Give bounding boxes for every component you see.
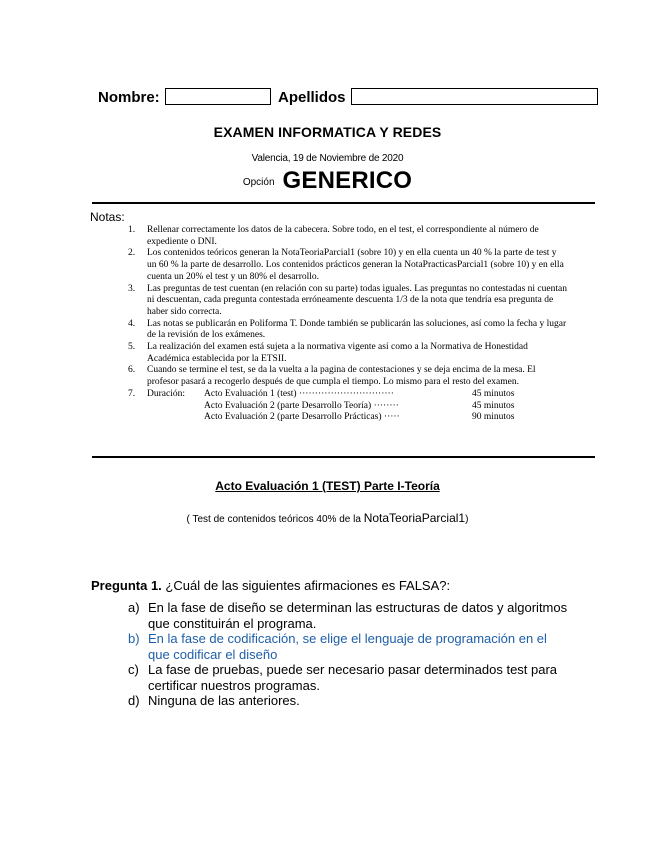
option-value: GENERICO <box>282 167 413 194</box>
answer-letter: a) <box>128 600 140 615</box>
nombre-label: Nombre: <box>98 89 160 106</box>
answer-option-d[interactable] <box>128 693 568 709</box>
duration-table <box>147 389 515 424</box>
question-1 <box>91 578 611 593</box>
answer-text: La fase de pruebas, puede ser necesario pasar determinados test para certificar nuestros programas. <box>148 662 558 693</box>
duration-label: Duración: <box>147 388 185 399</box>
apellidos-label: Apellidos <box>278 89 346 106</box>
note-item <box>128 319 568 342</box>
answer-option-a[interactable] <box>128 600 568 631</box>
exam-title: EXAMEN INFORMATICA Y REDES <box>213 124 442 140</box>
notes-list <box>128 225 568 424</box>
section-title: Acto Evaluación 1 (TEST) Parte I-Teoría <box>215 479 440 493</box>
answer-text: Ninguna de las anteriores. <box>148 693 300 708</box>
note-item <box>128 365 568 388</box>
subtitle-highlight: NotaTeoriaParcial1 <box>363 511 466 525</box>
subtitle-suffix: ) <box>465 514 469 525</box>
answer-letter: c) <box>128 662 139 677</box>
note-number: 4. <box>128 318 136 329</box>
duration-time: 45 minutos <box>472 388 515 399</box>
answer-text: En la fase de codificación, se elige el lenguaje de programación en el que codificar el diseño <box>148 631 547 662</box>
note-item <box>128 284 568 319</box>
answer-text: En la fase de diseño se determinan las estructuras de datos y algoritmos que constituirán el programa. <box>148 600 568 631</box>
note-number: 3. <box>128 283 136 294</box>
note-number: 2. <box>128 248 136 259</box>
duration-row <box>147 401 515 413</box>
exam-option <box>0 167 655 195</box>
section-subtitle <box>0 511 655 525</box>
exam-date: Valencia, 19 de Noviembre de 2020 <box>251 153 404 164</box>
duration-title: Acto Evaluación 2 (parte Desarrollo Prácticas) ····· <box>204 412 400 423</box>
question-text: ¿Cuál de las siguientes afirmaciones es FALSA?: <box>165 578 451 593</box>
note-text: Las preguntas de test cuentan (en relación con su parte) todas iguales. Las preguntas no contestadas ni cuentan ni descuentan, cada pregunta contestada erróneamente descuenta 1/3 de la nota que tendría esa pregunta de haber sido correcta. <box>147 283 567 317</box>
note-number: 7. <box>128 388 136 399</box>
note-text: La realización del examen está sujeta a la normativa vigente así como a la Normativa de Honestidad Académica establecida por la ETSII. <box>147 342 528 364</box>
student-header <box>0 88 655 108</box>
duration-title: Acto Evaluación 1 (test) ······························ <box>204 388 394 399</box>
note-item-duration <box>128 389 568 424</box>
duration-row <box>147 412 515 424</box>
note-text: Los contenidos teóricos generan la NotaTeoriaParcial1 (sobre 10) y en ella cuenta un 40 % la parte de test y un 60 % la parte de desarrollo. Los contenidos prácticos generan la NotaPracticasParcial1 (sobre 10) y en ella cuenta un 20% el test y un 80% el desarrollo. <box>147 248 564 282</box>
answer-option-b[interactable] <box>128 631 568 662</box>
divider-bottom <box>92 456 595 458</box>
answer-list <box>128 600 568 709</box>
note-text: Cuando se termine el test, se da la vuelta a la pagina de contestaciones y se deja encima de la mesa. El profesor pasará a recogerlo después de que cumpla el tiempo. Lo mismo para el resto del examen. <box>147 365 536 388</box>
duration-title: Acto Evaluación 2 (parte Desarrollo Teoría) ········ <box>204 400 399 411</box>
duration-time: 90 minutos <box>472 412 515 423</box>
note-text: Las notas se publicarán en Poliforma T. Donde también se publicarán las soluciones, así como la fecha y lugar de la revisión de los exámenes. <box>147 318 567 341</box>
divider-top <box>92 202 595 204</box>
apellidos-field[interactable] <box>351 88 598 105</box>
note-number: 5. <box>128 342 136 353</box>
note-item <box>128 342 568 365</box>
note-text: Rellenar correctamente los datos de la cabecera. Sobre todo, en el test, el correspondiente al número de expediente o DNI. <box>147 225 539 247</box>
notes-heading: Notas: <box>90 210 125 224</box>
note-item <box>128 248 568 283</box>
answer-letter: d) <box>128 693 140 708</box>
subtitle-prefix: ( Test de contenidos teóricos 40% de la <box>186 514 361 525</box>
answer-option-c[interactable] <box>128 662 568 693</box>
nombre-field[interactable] <box>165 88 271 105</box>
duration-row <box>147 389 515 401</box>
option-label: Opción <box>242 177 275 188</box>
duration-time: 45 minutos <box>472 400 515 411</box>
answer-letter: b) <box>128 631 140 646</box>
note-number: 1. <box>128 225 136 235</box>
question-number: Pregunta 1. <box>91 578 162 593</box>
note-item <box>128 225 568 248</box>
note-number: 6. <box>128 365 136 376</box>
